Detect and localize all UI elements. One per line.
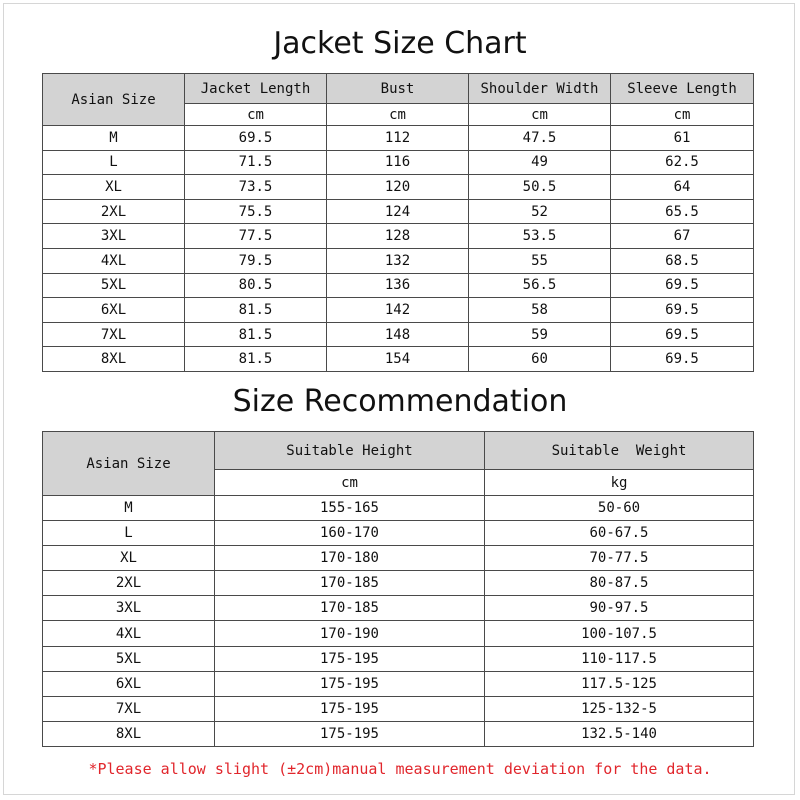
cell-asian-size: L xyxy=(43,150,185,175)
cell-jacket-length: 73.5 xyxy=(185,175,327,200)
cell-asian-size: 3XL xyxy=(43,224,185,249)
cell-sleeve-length: 61 xyxy=(611,126,754,151)
cell-asian-size: 7XL xyxy=(43,696,215,721)
cell-shoulder-width: 47.5 xyxy=(469,126,611,151)
cell-suitable-weight: 60-67.5 xyxy=(485,521,754,546)
cell-jacket-length: 69.5 xyxy=(185,126,327,151)
unit-shoulder-width: cm xyxy=(469,104,611,126)
jacket-header-row xyxy=(43,74,754,104)
table-row xyxy=(43,175,754,200)
cell-bust: 116 xyxy=(327,150,469,175)
cell-shoulder-width: 50.5 xyxy=(469,175,611,200)
table-row xyxy=(43,273,754,298)
cell-sleeve-length: 64 xyxy=(611,175,754,200)
unit-height: cm xyxy=(215,470,485,496)
cell-shoulder-width: 59 xyxy=(469,322,611,347)
unit-jacket-length: cm xyxy=(185,104,327,126)
cell-jacket-length: 71.5 xyxy=(185,150,327,175)
cell-bust: 132 xyxy=(327,248,469,273)
cell-sleeve-length: 69.5 xyxy=(611,322,754,347)
column-header-sleeve-length: Sleeve Length xyxy=(611,74,754,104)
column-header-suitable-weight: Suitable Weight xyxy=(485,432,754,470)
unit-sleeve-length: cm xyxy=(611,104,754,126)
column-header-asian-size: Asian Size xyxy=(43,432,215,496)
cell-suitable-height: 155-165 xyxy=(215,496,485,521)
cell-jacket-length: 81.5 xyxy=(185,298,327,323)
cell-bust: 142 xyxy=(327,298,469,323)
table-row xyxy=(43,322,754,347)
cell-bust: 154 xyxy=(327,347,469,372)
cell-asian-size: M xyxy=(43,126,185,151)
size-recommendation-title: Size Recommendation xyxy=(232,384,568,419)
cell-shoulder-width: 53.5 xyxy=(469,224,611,249)
cell-asian-size: 7XL xyxy=(43,322,185,347)
table-row xyxy=(43,571,754,596)
measurement-deviation-note: *Please allow slight (±2cm)manual measurement deviation for the data. xyxy=(88,760,712,778)
cell-asian-size: L xyxy=(43,521,215,546)
table-row xyxy=(43,721,754,746)
cell-sleeve-length: 67 xyxy=(611,224,754,249)
cell-jacket-length: 79.5 xyxy=(185,248,327,273)
cell-suitable-height: 170-185 xyxy=(215,596,485,621)
cell-asian-size: 5XL xyxy=(43,646,215,671)
table-row xyxy=(43,150,754,175)
cell-suitable-weight: 132.5-140 xyxy=(485,721,754,746)
cell-suitable-weight: 117.5-125 xyxy=(485,671,754,696)
cell-bust: 124 xyxy=(327,199,469,224)
table-row xyxy=(43,298,754,323)
cell-suitable-weight: 125-132-5 xyxy=(485,696,754,721)
unit-bust: cm xyxy=(327,104,469,126)
table-row xyxy=(43,521,754,546)
cell-suitable-height: 175-195 xyxy=(215,721,485,746)
column-header-shoulder-width: Shoulder Width xyxy=(469,74,611,104)
cell-sleeve-length: 68.5 xyxy=(611,248,754,273)
table-row xyxy=(43,199,754,224)
column-header-asian-size: Asian Size xyxy=(43,74,185,126)
cell-suitable-height: 160-170 xyxy=(215,521,485,546)
cell-asian-size: 6XL xyxy=(43,298,185,323)
jacket-size-table xyxy=(42,73,754,372)
cell-shoulder-width: 58 xyxy=(469,298,611,323)
cell-jacket-length: 81.5 xyxy=(185,347,327,372)
cell-jacket-length: 81.5 xyxy=(185,322,327,347)
cell-bust: 128 xyxy=(327,224,469,249)
table-row xyxy=(43,126,754,151)
cell-asian-size: XL xyxy=(43,175,185,200)
cell-jacket-length: 77.5 xyxy=(185,224,327,249)
cell-bust: 120 xyxy=(327,175,469,200)
cell-suitable-weight: 50-60 xyxy=(485,496,754,521)
table-row xyxy=(43,546,754,571)
cell-suitable-height: 170-190 xyxy=(215,621,485,646)
cell-bust: 112 xyxy=(327,126,469,151)
cell-suitable-weight: 90-97.5 xyxy=(485,596,754,621)
table-row xyxy=(43,671,754,696)
cell-shoulder-width: 56.5 xyxy=(469,273,611,298)
size-recommendation-table xyxy=(42,431,754,747)
unit-weight: kg xyxy=(485,470,754,496)
cell-jacket-length: 75.5 xyxy=(185,199,327,224)
cell-suitable-height: 170-180 xyxy=(215,546,485,571)
cell-suitable-weight: 80-87.5 xyxy=(485,571,754,596)
table-row xyxy=(43,496,754,521)
cell-suitable-height: 170-185 xyxy=(215,571,485,596)
cell-asian-size: 4XL xyxy=(43,248,185,273)
jacket-size-chart-title: Jacket Size Chart xyxy=(273,26,527,61)
table-row xyxy=(43,347,754,372)
cell-suitable-weight: 70-77.5 xyxy=(485,546,754,571)
cell-asian-size: 8XL xyxy=(43,347,185,372)
cell-sleeve-length: 65.5 xyxy=(611,199,754,224)
cell-suitable-height: 175-195 xyxy=(215,696,485,721)
cell-asian-size: M xyxy=(43,496,215,521)
cell-suitable-height: 175-195 xyxy=(215,646,485,671)
cell-suitable-height: 175-195 xyxy=(215,671,485,696)
table-row xyxy=(43,596,754,621)
cell-asian-size: XL xyxy=(43,546,215,571)
cell-bust: 136 xyxy=(327,273,469,298)
cell-shoulder-width: 60 xyxy=(469,347,611,372)
table-row xyxy=(43,621,754,646)
cell-sleeve-length: 69.5 xyxy=(611,347,754,372)
cell-suitable-weight: 100-107.5 xyxy=(485,621,754,646)
column-header-bust: Bust xyxy=(327,74,469,104)
table-row xyxy=(43,646,754,671)
cell-sleeve-length: 69.5 xyxy=(611,298,754,323)
table-row xyxy=(43,696,754,721)
column-header-suitable-height: Suitable Height xyxy=(215,432,485,470)
cell-asian-size: 2XL xyxy=(43,199,185,224)
cell-sleeve-length: 62.5 xyxy=(611,150,754,175)
cell-asian-size: 2XL xyxy=(43,571,215,596)
cell-asian-size: 5XL xyxy=(43,273,185,298)
cell-sleeve-length: 69.5 xyxy=(611,273,754,298)
table-row xyxy=(43,248,754,273)
cell-jacket-length: 80.5 xyxy=(185,273,327,298)
cell-asian-size: 4XL xyxy=(43,621,215,646)
cell-shoulder-width: 49 xyxy=(469,150,611,175)
cell-bust: 148 xyxy=(327,322,469,347)
table-row xyxy=(43,224,754,249)
cell-asian-size: 8XL xyxy=(43,721,215,746)
cell-shoulder-width: 52 xyxy=(469,199,611,224)
cell-asian-size: 3XL xyxy=(43,596,215,621)
recommendation-header-row xyxy=(43,432,754,470)
column-header-jacket-length: Jacket Length xyxy=(185,74,327,104)
cell-suitable-weight: 110-117.5 xyxy=(485,646,754,671)
cell-shoulder-width: 55 xyxy=(469,248,611,273)
cell-asian-size: 6XL xyxy=(43,671,215,696)
